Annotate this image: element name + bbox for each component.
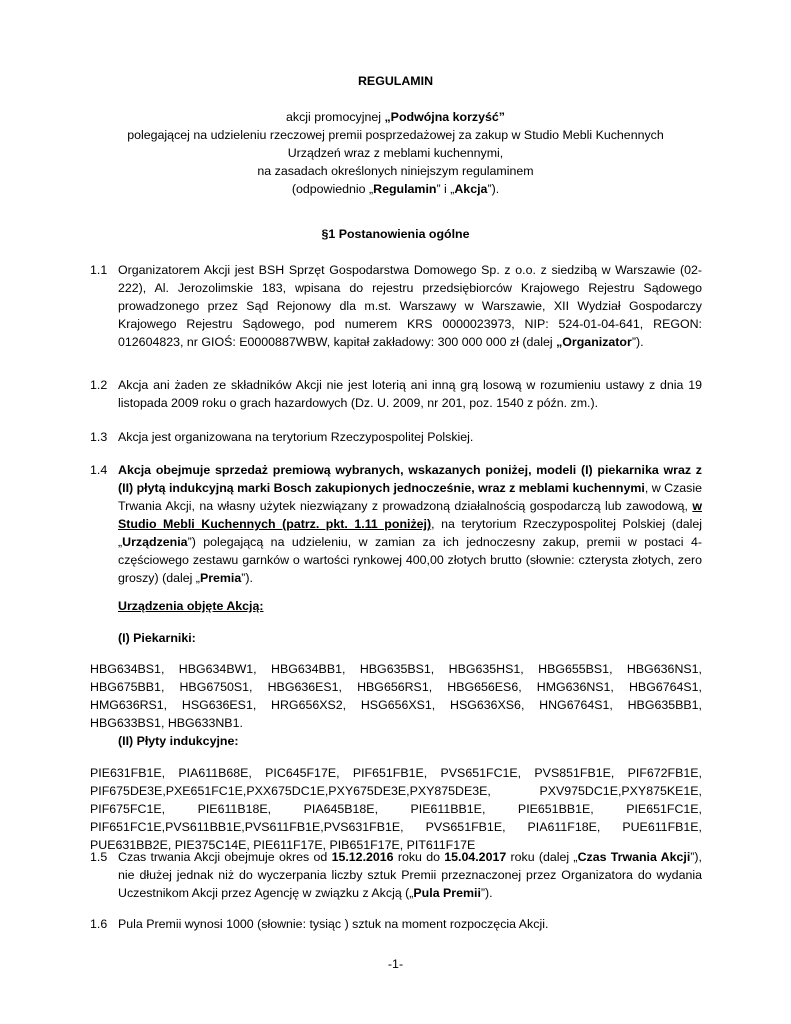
paragraph-1-6 bbox=[90, 915, 702, 933]
hobs-list bbox=[90, 764, 702, 854]
term-premia: Premia bbox=[199, 571, 242, 585]
hobs-line: PIE631FB1E, PIA611B68E, PIC645F17E, PIF651FB1E, PVS651FC1E, PVS851FB1E, PIF672FB1E, bbox=[90, 766, 702, 780]
ovens-line: HBG633BS1, HBG633NB1. bbox=[90, 716, 243, 730]
paragraph-1-1 bbox=[90, 261, 702, 351]
paragraph-body: , w Czasie Trwania Akcji, na własny użytek niezwiązany z prowadzoną działalnością gospodarczą lub zawodową, bbox=[118, 481, 702, 513]
promo-name: „Podwójna korzyść” bbox=[384, 110, 505, 124]
term-urzadzenia: Urządzenia bbox=[122, 535, 188, 549]
paragraph-number: 1.5 bbox=[90, 850, 108, 864]
paragraph-body: roku do bbox=[393, 850, 445, 864]
intro-text: akcji promocyjnej bbox=[286, 110, 385, 124]
term-czas-trwania: Czas Trwania Akcji bbox=[577, 850, 691, 864]
intro-line-5 bbox=[90, 180, 701, 198]
paragraph-text: Akcja ani żaden ze składników Akcji nie jest loterią ani inną grą losową w rozumieniu ustawy z dnia 19 listopada 2009 roku o grach hazardowych (Dz. U. 2009, nr 201, poz. 1540 z późn. zm.). bbox=[118, 378, 702, 410]
paragraph-body: , na terytorium Rzeczypospolitej Polskiej (dalej „ bbox=[118, 517, 702, 549]
paragraph-body: ”). bbox=[631, 335, 644, 349]
paragraph-text bbox=[118, 461, 702, 587]
ovens-line: HBG675BB1, HBG6750S1, HBG636ES1, HBG656RS1, HBG656ES6, HMG636NS1, HBG6764S1, bbox=[90, 680, 702, 694]
intro-text: (odpowiednio „ bbox=[291, 182, 374, 196]
end-date: 15.04.2017 bbox=[444, 850, 507, 864]
hobs-line: PIF675DE3E,PXE651FC1E,PXX675DC1E,PXY675DE3E,PXY875DE3E, PXV975DC1E,PXY875KE1E, bbox=[90, 784, 702, 798]
intro-line-1 bbox=[90, 108, 701, 126]
paragraph-number: 1.6 bbox=[90, 917, 108, 931]
paragraph-body: ”), nie dłużej jednak niż do wyczerpania liczby sztuk Premii przeznaczonej przez Organizatora do wydania Uczestnikom Akcji przez Agencję w związku z Akcją („ bbox=[118, 850, 702, 900]
devices-heading: Urządzenia objęte Akcją: bbox=[118, 599, 264, 613]
hobs-line: PIF651FC1E,PVS611BB1E,PVS611FB1E,PVS631FB1E, PVS651FB1E, PIA611F18E, PUE611FB1E, bbox=[90, 820, 702, 834]
document-title: REGULAMIN bbox=[357, 74, 434, 88]
paragraph-body: ”). bbox=[241, 571, 253, 585]
hobs-line: PUE631BB2E, PIE375C14E, PIE611F17E, PIB651F17E, PIT611F17E bbox=[90, 838, 476, 852]
paragraph-text: Pula Premii wynosi 1000 (słownie: tysiąc ) sztuk na moment rozpoczęcia Akcji. bbox=[118, 917, 549, 931]
term-pula-premii: Pula Premii bbox=[413, 886, 481, 900]
paragraph-number: 1.1 bbox=[90, 263, 108, 277]
intro-line-4: na zasadach określonych niniejszym regulaminem bbox=[257, 164, 534, 178]
paragraph-1-3 bbox=[90, 428, 702, 446]
studio-reference: w Studio Mebli Kuchennych (patrz. pkt. 1.11 poniżej) bbox=[118, 499, 702, 531]
paragraph-number: 1.2 bbox=[90, 378, 108, 392]
paragraph-body: Czas trwania Akcji obejmuje okres od bbox=[118, 850, 332, 864]
intro-text: ” i „ bbox=[436, 182, 455, 196]
document-intro bbox=[90, 108, 701, 198]
paragraph-body: roku (dalej „ bbox=[506, 850, 578, 864]
start-date: 15.12.2016 bbox=[331, 850, 394, 864]
page-number: -1- bbox=[387, 957, 404, 971]
paragraph-body: ”). bbox=[480, 886, 493, 900]
term-akcja: Akcja bbox=[454, 182, 488, 196]
paragraph-1-5 bbox=[90, 848, 702, 902]
ovens-heading: (I) Piekarniki: bbox=[118, 631, 196, 645]
ovens-list bbox=[90, 660, 702, 732]
paragraph-body: ”) polegającą na udzieleniu, w zamian za ich jednoczesny zakup, premii w postaci 4-częściowego zestawu garnków o wartości rynkowej 400,00 złotych brutto (słownie: czterysta złotych, zero groszy) (dalej „ bbox=[118, 535, 702, 585]
paragraph-text: Akcja jest organizowana na terytorium Rzeczypospolitej Polskiej. bbox=[118, 430, 474, 444]
bold-text: Akcja obejmuje sprzedaż premiową wybranych, wskazanych poniżej, modeli (I) piekarnika wraz z (II) płytą indukcyjną marki Bosch zakupionych jednocześnie, wraz z meblami kuchennymi bbox=[118, 463, 702, 495]
ovens-line: HMG636RS1, HSG636ES1, HRG656XS2, HSG656XS1, HSG636XS6, HNG6764S1, HBG635BB1, bbox=[90, 698, 702, 712]
intro-line-3: Urządzeń wraz z meblami kuchennymi, bbox=[287, 146, 504, 160]
intro-line-2: polegającej na udzieleniu rzeczowej premii posprzedażowej za zakup w Studio Mebli Kuchennych bbox=[127, 128, 664, 142]
hobs-heading: (II) Płyty indukcyjne: bbox=[118, 734, 239, 748]
paragraph-text bbox=[118, 261, 702, 351]
paragraph-number: 1.4 bbox=[90, 463, 108, 477]
paragraph-body: Organizatorem Akcji jest BSH Sprzęt Gospodarstwa Domowego Sp. z o.o. z siedzibą w Warszawie (02-222), Al. Jerozolimskie 183, wpisana do rejestru przedsiębiorców Krajowego Rejestru Sądowego prowadzonego przez Sąd Rejonowy dla m.st. Warszawy w Warszawie, XII Wydział Gospodarczy Krajowego Rejestru Sądowego, pod numerem KRS 0000023973, NIP: 524-01-04-641, REGON: 012604823, nr GIOŚ: E0000887WBW, kapitał zakładowy: 300 000 000 zł (dalej bbox=[118, 263, 702, 349]
paragraph-text bbox=[118, 848, 702, 902]
paragraph-1-2 bbox=[90, 376, 702, 412]
hobs-line: PIF675FC1E, PIE611B18E, PIA645B18E, PIE611BB1E, PIE651BB1E, PIE651FC1E, bbox=[90, 802, 702, 816]
term-regulamin: Regulamin bbox=[373, 182, 437, 196]
paragraph-number: 1.3 bbox=[90, 430, 108, 444]
ovens-line: HBG634BS1, HBG634BW1, HBG634BB1, HBG635BS1, HBG635HS1, HBG655BS1, HBG636NS1, bbox=[90, 662, 702, 676]
term-organizator: „Organizator bbox=[556, 335, 632, 349]
intro-text: ”). bbox=[487, 182, 500, 196]
paragraph-1-4 bbox=[90, 461, 702, 587]
section-1-title: §1 Postanowienia ogólne bbox=[321, 227, 470, 241]
